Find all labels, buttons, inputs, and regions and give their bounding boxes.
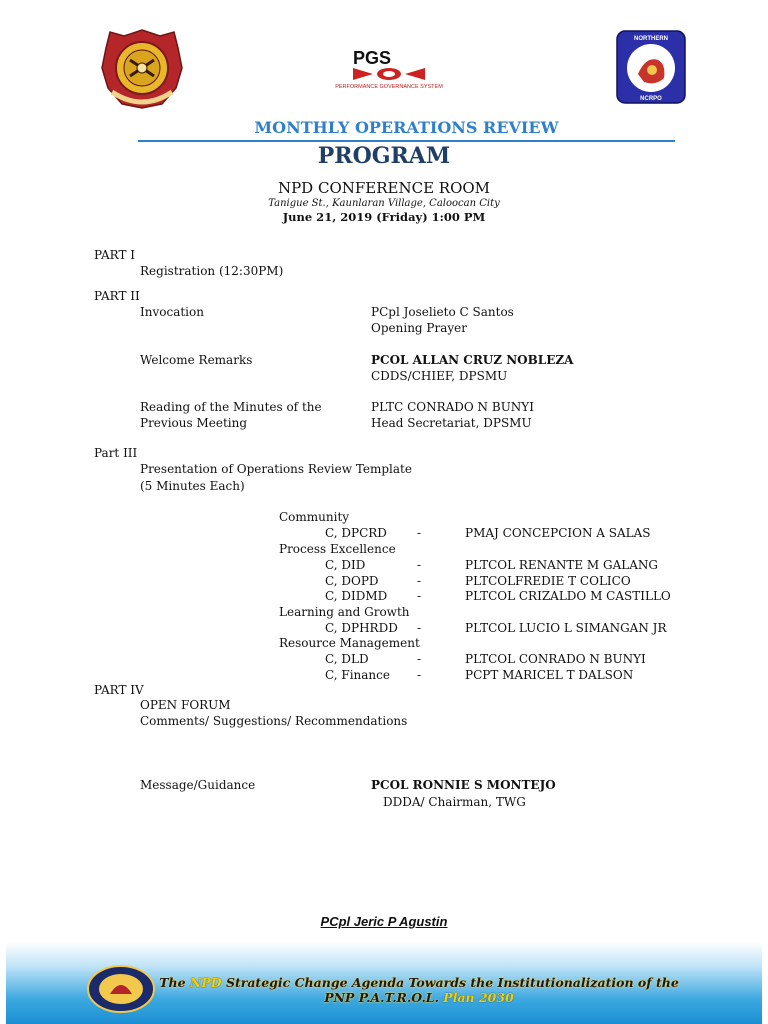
invocation-role: Opening Prayer [371,321,467,335]
name-cell: PLTCOL RENANTE M GALANG [465,558,658,572]
invocation-item: Invocation [140,305,204,319]
minutes-role: Head Secretariat, DPSMU [371,416,532,430]
svg-text:PERFORMANCE GOVERNANCE SYSTEM: PERFORMANCE GOVERNANCE SYSTEM [335,84,443,90]
banner-line2: PNP P.A.T.R.O.L. Plan 2030 [324,990,514,1005]
pgs-logo-icon [333,46,445,90]
message-speaker: PCOL RONNIE S MONTEJO [371,778,556,792]
group-title: Process Excellence [279,542,396,556]
footer-banner [6,942,762,1024]
welcome-item: Welcome Remarks [140,353,253,367]
presentation-line1: Presentation of Operations Review Template [140,462,412,476]
npd-seal-icon [616,30,686,104]
invocation-speaker: PCpl Joselieto C Santos [371,305,514,319]
address-text: Tanigue St., Kaunlaran Village, Caloocan City [268,198,500,209]
minutes-speaker: PLTC CONRADO N BUNYI [371,400,534,414]
dash-cell: - [417,668,422,682]
dash-cell: - [417,652,422,666]
presentation-line2: (5 Minutes Each) [140,479,245,493]
office-cell: C, DOPD [325,574,379,588]
name-cell: PCPT MARICEL T DALSON [465,668,634,682]
part2-label: PART II [94,289,140,303]
minutes-item-line2: Previous Meeting [140,416,248,430]
review-title: MONTHLY OPERATIONS REVIEW [138,118,675,142]
dash-cell: - [417,621,422,635]
group-title: Learning and Growth [279,605,410,619]
part3-label: Part III [94,446,138,460]
svg-text:NORTHERN: NORTHERN [634,36,668,42]
dash-cell: - [417,526,422,540]
office-cell: C, DLD [325,652,369,666]
svg-text:NCRPO: NCRPO [640,96,662,102]
registration-item: Registration (12:30PM) [140,264,284,278]
office-cell: C, DIDMD [325,589,388,603]
name-cell: PLTCOL CONRADO N BUNYI [465,652,646,666]
name-cell: PLTCOL LUCIO L SIMANGAN JR [465,621,667,635]
open-forum-item: OPEN FORUM [140,698,231,712]
dash-cell: - [417,589,422,603]
comments-item: Comments/ Suggestions/ Recommendations [140,714,408,728]
office-cell: C, DPHRDD [325,621,398,635]
message-item: Message/Guidance [140,778,256,792]
program-title: PROGRAM [317,143,451,169]
office-cell: C, DPCRD [325,526,387,540]
welcome-speaker: PCOL ALLAN CRUZ NOBLEZA [371,353,574,367]
office-cell: C, DID [325,558,366,572]
name-cell: PMAJ CONCEPCION A SALAS [465,526,651,540]
banner-line1: The NPD Strategic Change Agenda Towards the Institutionalization of the [159,975,679,990]
signature-name: PCpl Jeric P Agustin [320,914,448,929]
office-cell: C, Finance [325,668,390,682]
message-role: DDDA/ Chairman, TWG [383,795,526,809]
part1-label: PART I [94,248,136,262]
venue-text: NPD CONFERENCE ROOM [277,179,491,197]
dash-cell: - [417,574,422,588]
pnp-seal-icon [100,28,184,110]
minutes-item-line1: Reading of the Minutes of the [140,400,322,414]
welcome-role: CDDS/CHIEF, DPSMU [371,369,508,383]
svg-text:PGS: PGS [353,48,392,68]
name-cell: PLTCOLFREDIE T COLICO [465,574,631,588]
date-text: June 21, 2019 (Friday) 1:00 PM [282,210,486,224]
group-title: Community [279,510,350,524]
group-title: Resource Management [279,636,420,650]
name-cell: PLTCOL CRIZALDO M CASTILLO [465,589,671,603]
dash-cell: - [417,558,422,572]
part4-label: PART IV [94,683,144,697]
